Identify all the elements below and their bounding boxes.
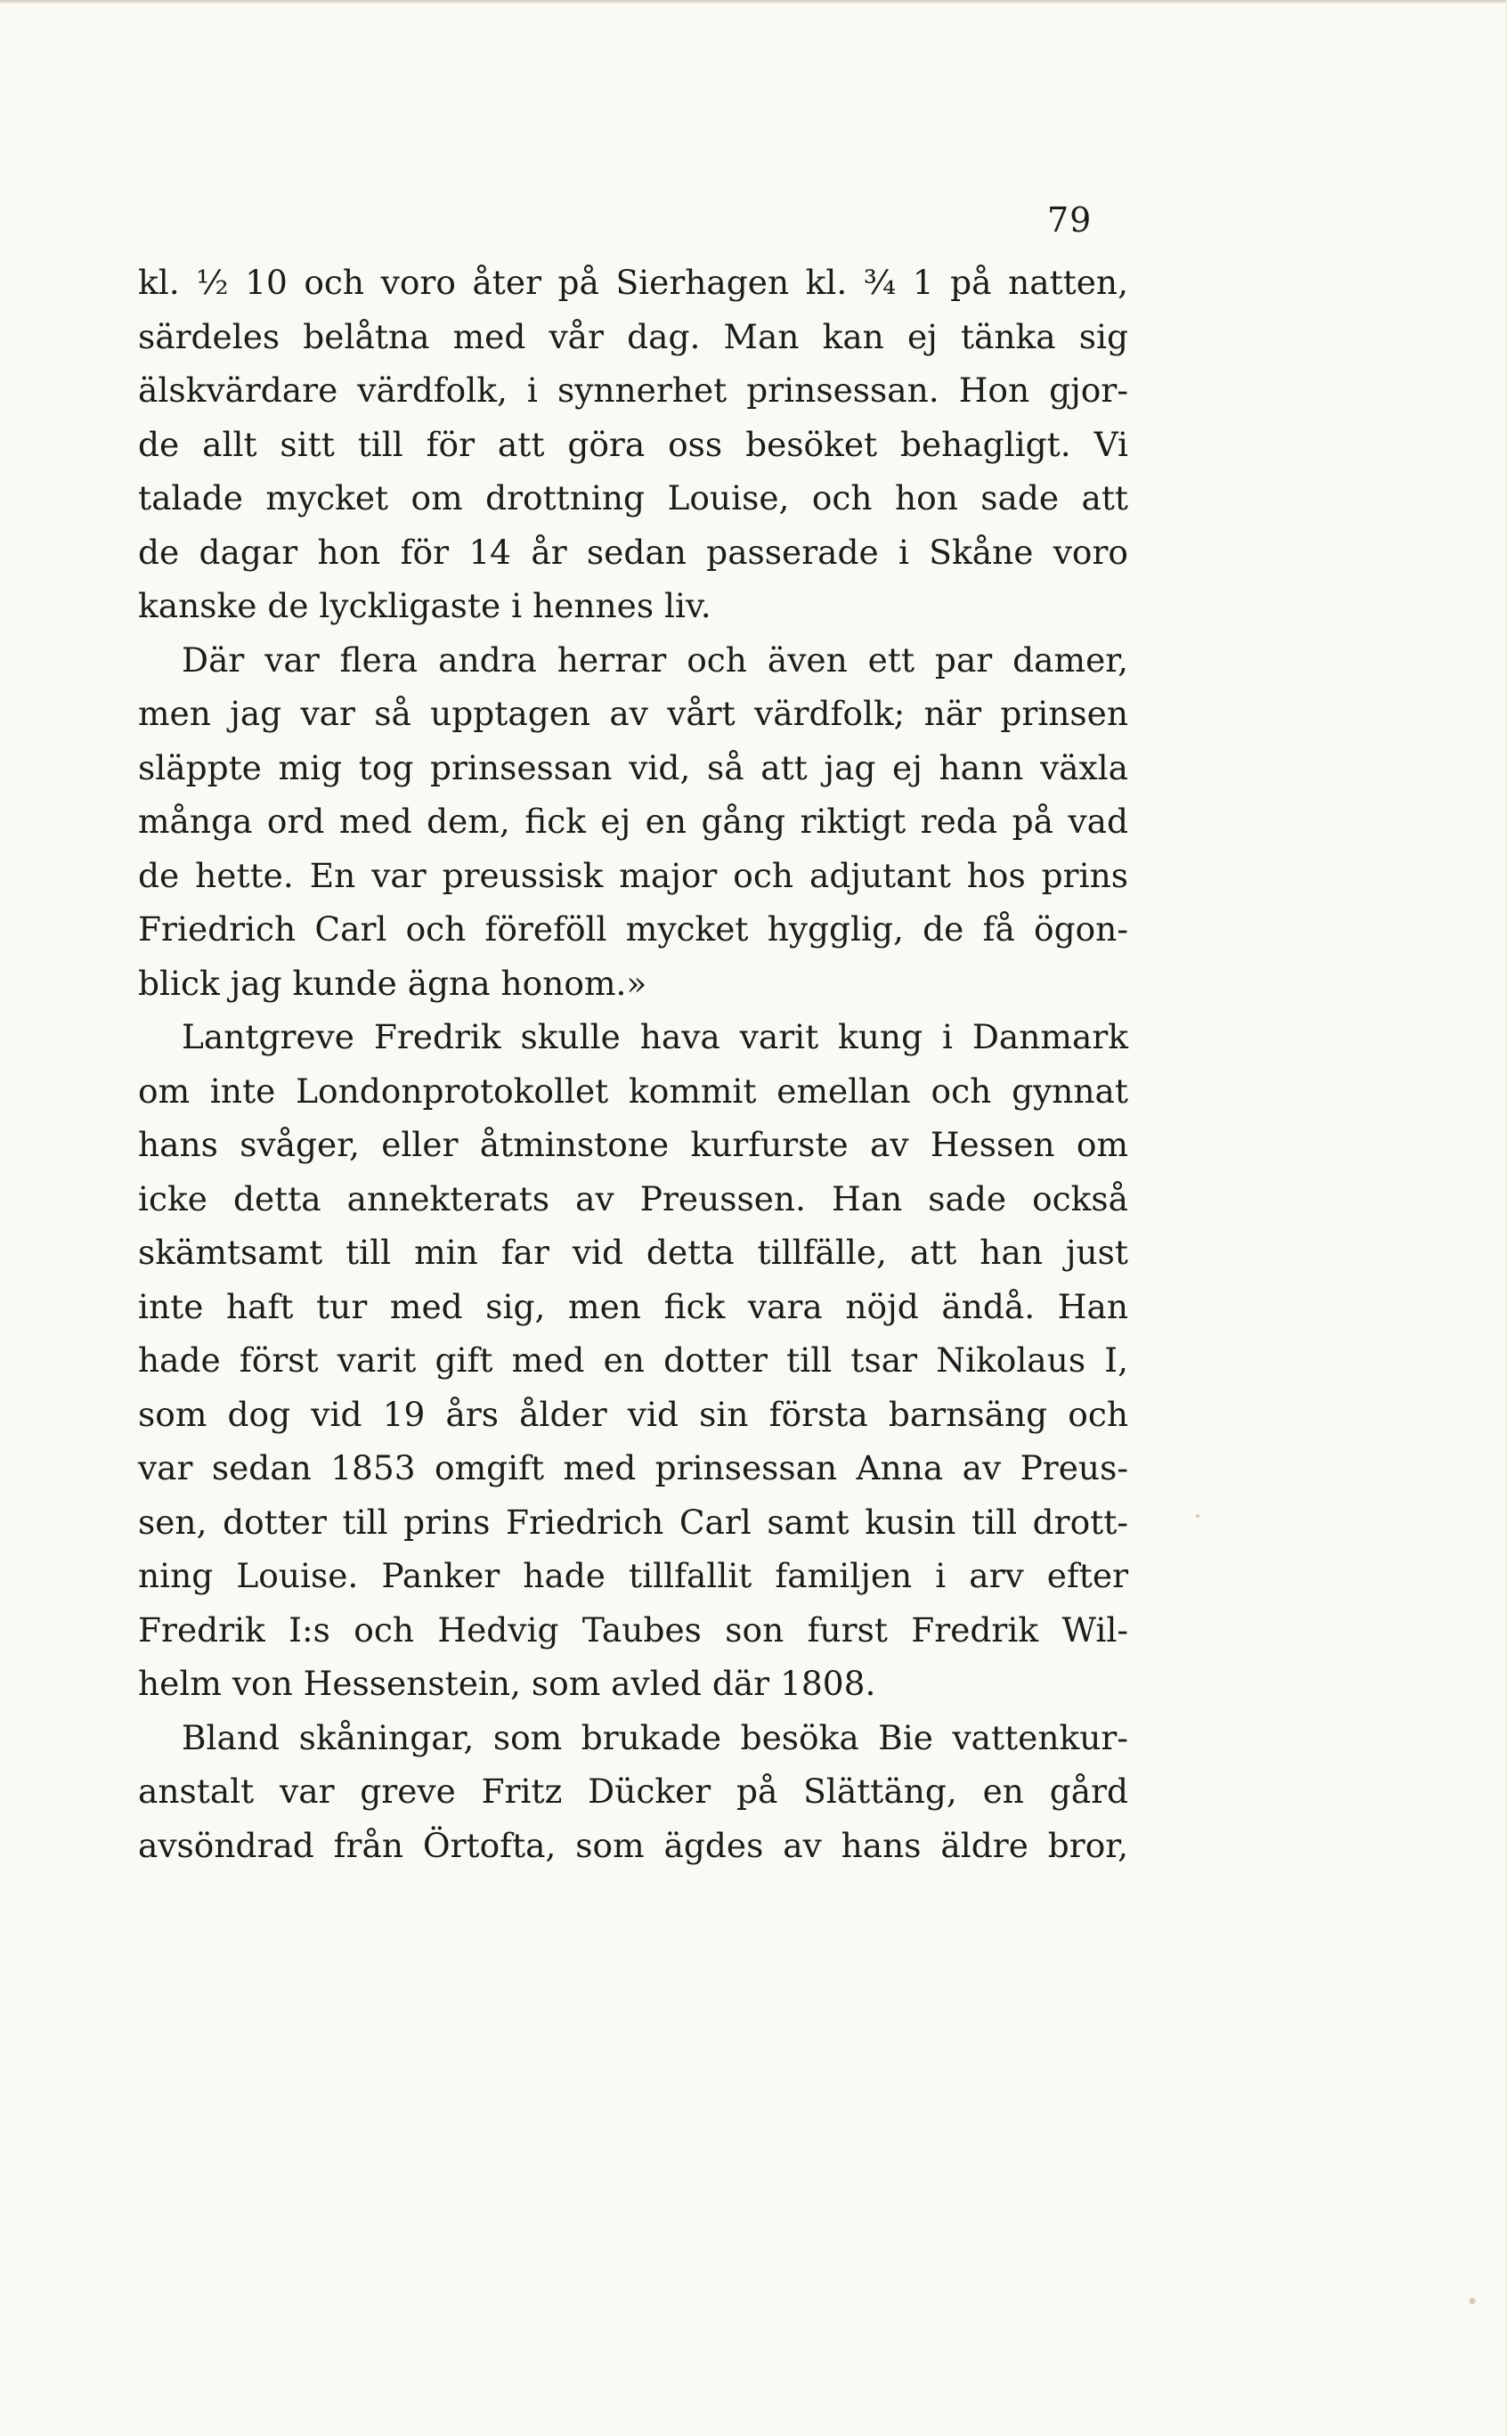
text-line: anstalt var greve Fritz Dücker på Slättäng, en gård <box>138 1772 1128 1811</box>
text-line: avsöndrad från Örtofta, som ägdes av hans äldre bror, <box>138 1825 1128 1865</box>
text-line: släppte mig tog prinsessan vid, så att jag ej hann växla <box>138 747 1128 787</box>
page-top-edge <box>0 0 1507 4</box>
text-line: blick jag kunde ägna honom.» <box>138 963 647 1003</box>
paragraph <box>138 1010 1128 1711</box>
text-line: hade först varit gift med en dotter till tsar Nikolaus I, <box>138 1340 1128 1380</box>
text-line: Bland skåningar, som brukade besöka Bie vattenkur- <box>182 1717 1128 1757</box>
text-line: om inte Londonprotokollet kommit emellan och gynnat <box>138 1071 1128 1111</box>
text-line: särdeles belåtna med vår dag. Man kan ej tänka sig <box>138 316 1128 356</box>
text-line: de dagar hon för 14 år sedan passerade i Skåne voro <box>138 532 1128 572</box>
text-line: kanske de lyckligaste i hennes liv. <box>138 586 711 625</box>
paragraph <box>138 1711 1128 1873</box>
text-line: var sedan 1853 omgift med prinsessan Anna av Preus- <box>138 1448 1128 1487</box>
text-line: Friedrich Carl och föreföll mycket hygglig, de få ögon- <box>138 909 1128 949</box>
page-number: 79 <box>1047 200 1093 240</box>
text-line: många ord med dem, fick ej en gång riktigt reda på vad <box>138 802 1128 841</box>
text-line: skämtsamt till min far vid detta tillfälle, att han just <box>138 1233 1128 1272</box>
text-line: de hette. En var preussisk major och adjutant hos prins <box>138 855 1128 895</box>
text-line: inte haft tur med sig, men fick vara nöjd ändå. Han <box>138 1286 1128 1326</box>
text-line: kl. ½ 10 och voro åter på Sierhagen kl. ¾ 1 på natten, <box>138 263 1128 302</box>
text-line: Där var flera andra herrar och även ett par damer, <box>182 640 1128 680</box>
paragraph <box>138 256 1128 633</box>
text-line: talade mycket om drottning Louise, och hon sade att <box>138 478 1128 517</box>
text-line: Fredrik I:s och Hedvig Taubes son furst Fredrik Wil- <box>138 1609 1128 1650</box>
text-line: helm von Hessenstein, som avled där 1808. <box>138 1664 876 1703</box>
text-line: ning Louise. Panker hade tillfallit familjen i arv efter <box>138 1556 1128 1595</box>
text-line: men jag var så upptagen av vårt värdfolk; när prinsen <box>138 694 1128 733</box>
paragraph <box>138 633 1128 1011</box>
text-line: hans svåger, eller åtminstone kurfurste av Hessen om <box>138 1125 1128 1164</box>
paper-speck <box>1469 2298 1475 2304</box>
text-line: älskvärdare värdfolk, i synnerhet prinsessan. Hon gjor- <box>138 371 1128 410</box>
text-line: de allt sitt till för att göra oss besöket behagligt. Vi <box>138 424 1128 464</box>
body-text <box>138 256 1128 1872</box>
text-line: Lantgreve Fredrik skulle hava varit kung i Danmark <box>182 1017 1128 1056</box>
paper-speck <box>1196 1514 1199 1518</box>
text-line: icke detta annekterats av Preussen. Han sade också <box>138 1178 1128 1218</box>
text-line: som dog vid 19 års ålder vid sin första barnsäng och <box>138 1394 1128 1434</box>
text-line: sen, dotter till prins Friedrich Carl samt kusin till drott- <box>138 1502 1128 1542</box>
